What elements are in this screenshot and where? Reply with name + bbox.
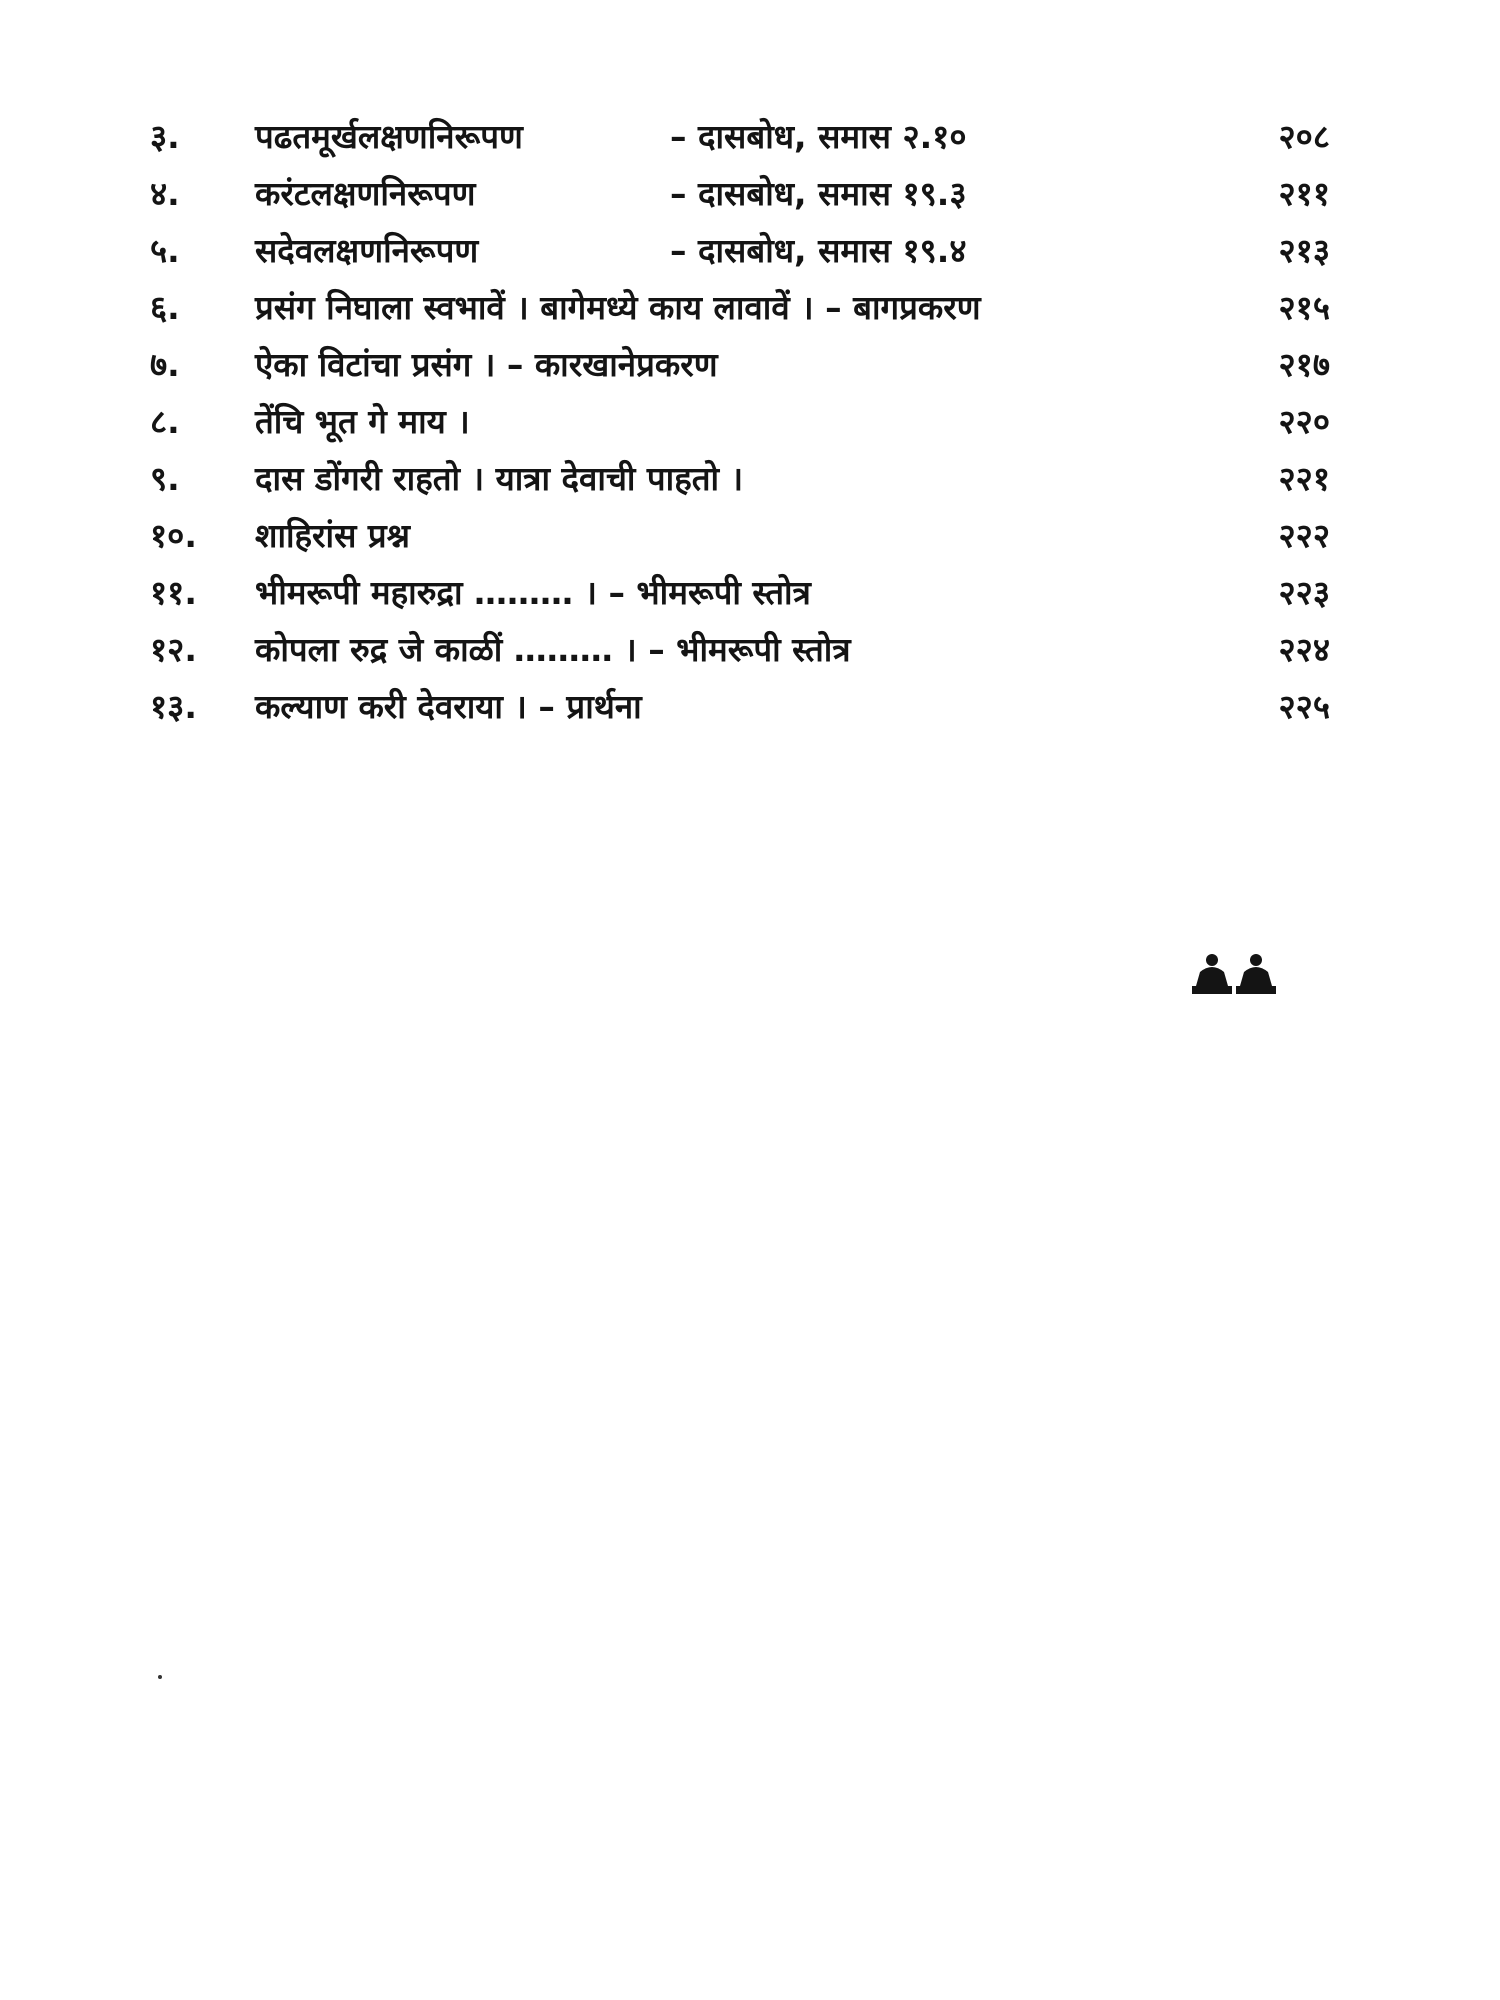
toc-source: – दासबोध, समास १९.३ xyxy=(670,174,967,213)
toc-number: ४. xyxy=(150,174,180,213)
toc-number: ७. xyxy=(150,345,180,384)
toc-title: कल्याण करी देवराया । – प्रार्थना xyxy=(255,687,642,726)
toc-number: १२. xyxy=(150,630,197,669)
toc-row xyxy=(150,165,1330,222)
table-of-contents xyxy=(150,108,1330,735)
paper-speck xyxy=(158,1675,162,1679)
toc-page-number: २२० xyxy=(1278,402,1330,441)
toc-number: ६. xyxy=(150,288,180,327)
toc-title: शाहिरांस प्रश्न xyxy=(255,516,411,555)
toc-page-number: २११ xyxy=(1278,174,1330,213)
toc-source: – दासबोध, समास १९.४ xyxy=(670,231,967,270)
toc-row xyxy=(150,108,1330,165)
toc-page-number: २२५ xyxy=(1278,687,1330,726)
toc-page-number: २२३ xyxy=(1278,573,1330,612)
toc-number: १३. xyxy=(150,687,197,726)
double-lotus-ornament-icon xyxy=(1190,952,1280,1000)
toc-title: करंटलक्षणनिरूपण xyxy=(255,174,476,213)
toc-number: ५. xyxy=(150,231,180,270)
toc-title: कोपला रुद्र जे काळीं ……… । – भीमरूपी स्तोत्र xyxy=(255,630,851,669)
toc-row xyxy=(150,621,1330,678)
toc-number: ९. xyxy=(150,459,180,498)
toc-title: दास डोंगरी राहतो । यात्रा देवाची पाहतो । xyxy=(255,459,744,498)
toc-page-number: २१७ xyxy=(1278,345,1330,384)
toc-title: पढतमूर्खलक्षणनिरूपण xyxy=(255,117,523,156)
toc-page-number: २१३ xyxy=(1278,231,1330,270)
toc-number: ११. xyxy=(150,573,197,612)
toc-page-number: २०८ xyxy=(1278,117,1330,156)
toc-page-number: २१५ xyxy=(1278,288,1330,327)
toc-source: – दासबोध, समास २.१० xyxy=(670,117,967,156)
toc-row xyxy=(150,279,1330,336)
toc-row xyxy=(150,678,1330,735)
toc-page-number: २२४ xyxy=(1278,630,1330,669)
toc-row xyxy=(150,393,1330,450)
toc-number: १०. xyxy=(150,516,197,555)
toc-title: तेंचि भूत गे माय । xyxy=(255,402,470,441)
toc-title: ऐका विटांचा प्रसंग । – कारखानेप्रकरण xyxy=(255,345,718,384)
toc-title: सदेवलक्षणनिरूपण xyxy=(255,231,479,270)
toc-page-number: २२१ xyxy=(1278,459,1330,498)
toc-row xyxy=(150,336,1330,393)
toc-row xyxy=(150,507,1330,564)
toc-number: ३. xyxy=(150,117,180,156)
toc-page-number: २२२ xyxy=(1278,516,1330,555)
toc-title: भीमरूपी महारुद्रा ……… । – भीमरूपी स्तोत्र xyxy=(255,573,811,612)
toc-number: ८. xyxy=(150,402,180,441)
toc-title: प्रसंग निघाला स्वभावें । बागेमध्ये काय लावावें । – बागप्रकरण xyxy=(255,288,981,327)
toc-row xyxy=(150,222,1330,279)
toc-row xyxy=(150,450,1330,507)
toc-row xyxy=(150,564,1330,621)
